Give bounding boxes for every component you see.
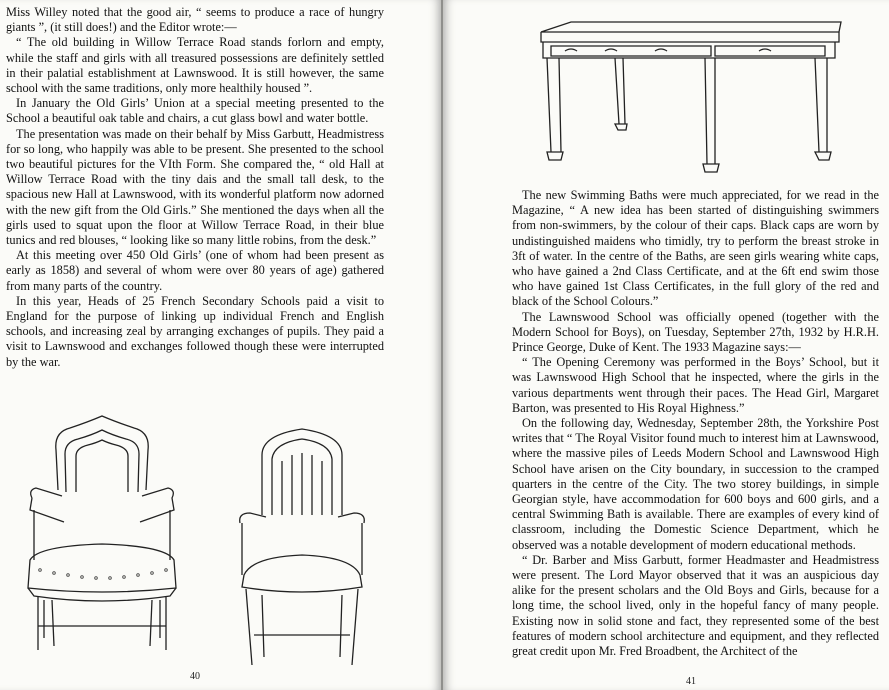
left-paragraph-4: The presentation was made on their behalf by Miss Garbutt, Headmistress for so long, who happily was able to be present. She presented to the school two beautiful pictures for the VIth Form. She compared the, “ old Hall at Willow Terrace Road with the tiny dais and the small tall desk, to the spacious new Hall at Lawnswood, with its wonderful platform now adorned with the new gift from the Old Girls.” She mentioned the days when all the girls used to squat upon the floor at Willow Terrace Road, in their blue tunics and red blouses, “ looking like so many little robins, from the desk.” xyxy=(6,126,384,248)
oak-table-illustration xyxy=(535,2,845,177)
right-page-number: 41 xyxy=(686,676,696,687)
left-paragraph-6: In this year, Heads of 25 French Secondary Schools paid a visit to England for the purpose of linking up individual French and English schools, and increasing zeal by arranging exchanges of pupils. They paid a visit to Lawnswood and exchanges followed though these were interrupted by the war. xyxy=(6,293,384,369)
armchair-illustration-plain xyxy=(232,425,372,675)
right-paragraph-3: “ The Opening Ceremony was performed in the Boys’ School, but it was Lawnswood High School that he inspected, where the girls in the various departments went through their paces. The Head Girl, Margaret Barton, was presented to His Royal Highness.” xyxy=(512,355,879,415)
left-paragraph-3: In January the Old Girls’ Union at a special meeting presented to the School a beautiful oak table and chairs, a cut glass bowl and water bottle. xyxy=(6,96,384,126)
right-paragraph-5: “ Dr. Barber and Miss Garbutt, former Headmaster and Headmistress were present. The Lord Mayor observed that it was an auspicious day alike for the present scholars and the Old Boys and Girls, because for a long time, the school lived, only in the hopeful fancy of many people. Existing now in solid stone and fact, they represented some of the best features of modern school architecture and equipment, and they reflected great credit upon Mr. Fred Broadbent, the Architect of the xyxy=(512,552,879,659)
left-paragraph-2: “ The old building in Willow Terrace Road stands forlorn and empty, while the staff and girls with all treasured possessions are definitely settled in their palatial establishment at Lawnswood. It is still however, the same school with the same traditions, only more healthily housed ”. xyxy=(6,35,384,96)
left-page xyxy=(0,0,441,690)
left-page-text xyxy=(6,5,384,370)
left-paragraph-5: At this meeting over 450 Old Girls’ (one of whom had been present as early as 1858) and several of whom were over 80 years of age) gathered from many parts of the country. xyxy=(6,248,384,293)
left-paragraph-1: Miss Willey noted that the good air, “ seems to produce a race of hungry giants ”, (it still does!) and the Editor wrote:— xyxy=(6,5,384,35)
left-page-number: 40 xyxy=(190,671,200,682)
right-paragraph-2: The Lawnswood School was officially opened (together with the Modern School for Boys), on Tuesday, September 27th, 1932 by H.R.H. Prince George, Duke of Kent. The 1933 Magazine says:— xyxy=(512,309,879,355)
right-paragraph-1: The new Swimming Baths were much appreciated, for we read in the Magazine, “ A new idea has been started of distinguishing swimmers from non-swimmers, by the colour of their caps. Black caps are worn by undistinguished maidens who timidly, try to perform the breast stroke in 3ft of water. In the centre of the Baths, are seen girls wearing white caps, who have gained a 2nd Class Certificate, and at the 6ft end swim those who have gained 1st Class Certificates, in the full glory of the red and black of the School Colours.” xyxy=(512,188,879,309)
armchair-illustration-carved xyxy=(18,410,188,660)
right-page-text xyxy=(512,188,879,659)
right-paragraph-4: On the following day, Wednesday, September 28th, the Yorkshire Post writes that “ The Royal Visitor found much to interest him at Lawnswood, where the massive piles of Leeds Modern School and Lawnswood High School have arisen on the City boundary, in succession to the cramped quarters in the centre of the City. The two storey buildings, in simple Georgian style, have accommodation for 600 boys and 600 girls, and a central Swimming Bath is available. There are examples of every kind of classroom, including the Domestic Science Department, which he observed was a notable development of modern educational methods. xyxy=(512,416,879,552)
